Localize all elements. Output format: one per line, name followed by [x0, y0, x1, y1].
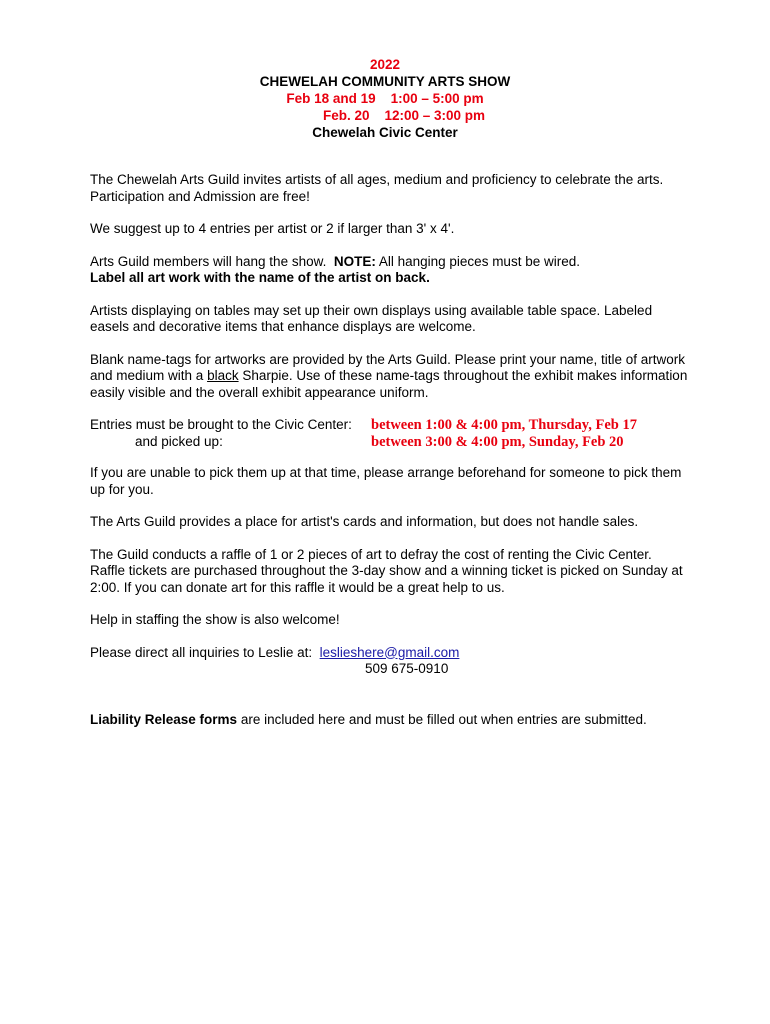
- liability-paragraph: [90, 712, 690, 729]
- show-dates-1: Feb 18 and 19 1:00 – 5:00 pm: [286, 91, 484, 106]
- show-title: CHEWELAH COMMUNITY ARTS SHOW: [259, 74, 511, 89]
- label-instruction: Label all art work with the name of the artist on back.: [90, 270, 430, 285]
- nametags-black: black: [207, 368, 239, 383]
- dropoff-pickup-block: [90, 417, 690, 451]
- intro-paragraph: The Chewelah Arts Guild invites artists of all ages, medium and proficiency to celebrate the arts. Participation and Admission are free!: [90, 172, 664, 204]
- staffing-paragraph: Help in staffing the show is also welcome!: [90, 612, 340, 627]
- hanging-paragraph: [90, 254, 690, 287]
- document-body: [90, 172, 690, 744]
- raffle-paragraph: The Guild conducts a raffle of 1 or 2 pieces of art to defray the cost of renting the Civic Center. Raffle tickets are purchased throughout the 3-day show and a winning ticket is picked on Sunday at 2:00. If you can donate art for this raffle it would be a great help to us.: [90, 546, 683, 595]
- nametags-text-a: Blank name-tags for artworks are provided by the Arts Guild. Please print your name, title of artwork and medium with a: [90, 351, 686, 383]
- pickup-label: and picked up:: [135, 434, 223, 449]
- dropoff-label: Entries must be brought to the Civic Center:: [90, 417, 352, 432]
- show-year: 2022: [369, 57, 401, 72]
- pickup-row: [90, 434, 690, 451]
- liability-bold: Liability Release forms: [90, 711, 238, 727]
- show-dates-2: Feb. 20 12:00 – 3:00 pm: [322, 108, 486, 123]
- liability-rest: are included here and must be filled out when entries are submitted.: [237, 711, 647, 727]
- nametags-text-b: Sharpie. Use of these name-tags throughout the exhibit makes information easily visible and the overall exhibit appearance uniform.: [90, 368, 688, 400]
- dropoff-value: between 1:00 & 4:00 pm, Thursday, Feb 17: [371, 417, 637, 433]
- inquiries-paragraph: [90, 645, 690, 678]
- note-text: All hanging pieces must be wired.: [375, 253, 580, 269]
- document-header: [0, 56, 770, 141]
- hang-text: Arts Guild members will hang the show.: [90, 253, 334, 269]
- dropoff-row: [90, 417, 690, 434]
- inquiries-text: Please direct all inquiries to Leslie at:: [90, 644, 320, 660]
- tables-paragraph: Artists displaying on tables may set up their own displays using available table space. Labeled easels and decorative items that enhance displays are welcome.: [90, 302, 653, 334]
- show-venue: Chewelah Civic Center: [312, 125, 458, 140]
- pickup-value: between 3:00 & 4:00 pm, Sunday, Feb 20: [371, 434, 624, 450]
- nametags-paragraph: [90, 352, 690, 402]
- email-link[interactable]: leslieshere@gmail.com: [319, 644, 460, 660]
- sales-paragraph: The Arts Guild provides a place for artist's cards and information, but does not handle sales.: [90, 514, 639, 529]
- entries-limit-paragraph: We suggest up to 4 entries per artist or 2 if larger than 3' x 4'.: [90, 221, 455, 236]
- note-label: NOTE:: [333, 253, 376, 269]
- phone-number: 509 675-0910: [365, 661, 449, 676]
- pickup-note-paragraph: If you are unable to pick them up at that time, please arrange beforehand for someone to pick them up for you.: [90, 465, 682, 497]
- spacer: [90, 694, 690, 712]
